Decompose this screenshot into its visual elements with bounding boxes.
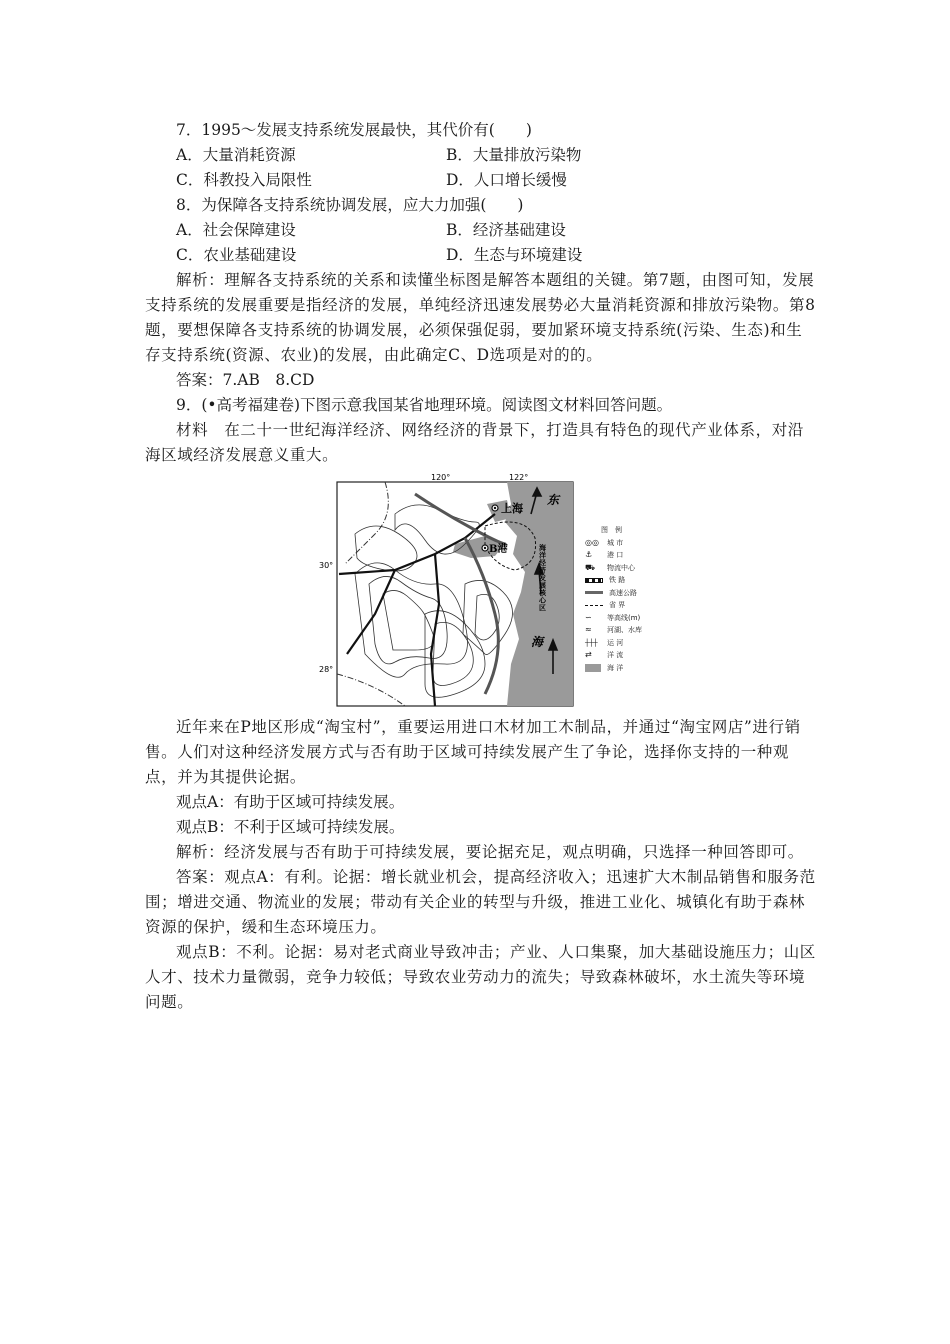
- lon-label-120: 120°: [431, 473, 451, 482]
- lon-label-122: 122°: [509, 473, 529, 482]
- q8-option-a: A．社会保障建设: [176, 221, 296, 239]
- answer-9-view-a: 答案：观点A：有利。论据：增长就业机会，提高经济收入；迅速扩大木制品销售和服务范围；增进交通、物流业的发展；带动有关企业的转型与升级，推进工业化、城镇化有助于森林资源的保护，缓和生态环境压力。: [145, 868, 816, 936]
- current-arrow-icon: ⇄: [585, 650, 592, 659]
- legend-title: 图 例: [601, 526, 622, 534]
- q8-option-c: C．农业基础建设: [176, 246, 297, 264]
- ocean-swatch-icon: [585, 664, 601, 672]
- analysis-9: 解析：经济发展与否有助于可持续发展，要论据充足，观点明确，只选择一种回答即可。: [176, 843, 804, 861]
- legend-river: ≈ 河湖、水库: [585, 624, 665, 637]
- place-hai: 海: [531, 635, 544, 649]
- q7-options-row-2: [145, 168, 817, 193]
- place-shanghai: 上海: [501, 502, 523, 515]
- analysis-7-8: 解析：理解各支持系统的关系和读懂坐标图是解答本题组的关键。第7题，由图可知，发展支持系统的发展重要是指经济的发展，单纯经济迅速发展势必大量消耗资源和排放污染物。第8题，要想保障各支持系统的协调发展，必须保强促弱，要加紧环境支持系统(污染、生态)和生存支持系统(资源、农业)的发展，由此确定C、D选项是对的的。: [145, 271, 816, 364]
- legend-canal: ┼┼┼ 运 河: [585, 637, 665, 650]
- province-map: [319, 473, 617, 711]
- legend-ocean: 海 洋: [585, 662, 665, 675]
- answer-9-view-b: 观点B：不利。论据：易对老式商业导致冲击；产业、人口集聚，加大基础设施压力；山区人才、技术力量微弱，竞争力较低；导致农业劳动力的流失；导致森林破坏，水土流失等环境问题。: [145, 943, 816, 1011]
- highway-icon: [585, 591, 603, 594]
- document-page: [145, 118, 817, 1015]
- q7-option-c: C．科教投入局限性: [176, 171, 312, 189]
- border-icon: [585, 605, 603, 606]
- legend-city: ◎◎ 城 市: [585, 537, 665, 550]
- legend-railway: 铁 路: [585, 574, 665, 587]
- contour-icon: ∽: [585, 612, 592, 622]
- legend-contour: ∽ 等高线(m): [585, 612, 665, 625]
- city-symbol-icon: ◎◎: [585, 537, 599, 547]
- q8-options-row-2: [145, 243, 817, 268]
- legend-current: ⇄ 洋 流: [585, 649, 665, 662]
- answer-7-8: 答案：7.AB 8.CD: [176, 371, 315, 389]
- q7-option-a: A．大量消耗资源: [176, 146, 296, 164]
- place-dong: 东: [547, 493, 560, 507]
- q7-option-d: D．人口增长缓慢: [446, 171, 567, 189]
- q9-stem: 9．(•高考福建卷)下图示意我国某省地理环境。阅读图文材料回答问题。: [176, 396, 673, 414]
- river-icon: ≈: [585, 625, 592, 634]
- q7-option-b: B．大量排放污染物: [446, 146, 582, 164]
- legend-logistics: ⛟ 物流中心: [585, 562, 665, 575]
- q8-options-row-1: [145, 218, 817, 243]
- q7-options-row-1: [145, 143, 817, 168]
- legend-port: ⚓ 港 口: [585, 549, 665, 562]
- q9-question: 近年来在P地区形成“淘宝村”，重要运用进口木材加工木制品，并通过“淘宝网店”进行销售。人们对这种经济发展方式与否有助于区域可持续发展产生了争论，选择你支持的一种观点，并为其提供论据。: [145, 718, 801, 786]
- lat-label-28: 28°: [319, 665, 334, 674]
- map-legend: [585, 524, 665, 674]
- q8-stem: 8．为保障各支持系统协调发展，应大力加强( ): [176, 196, 524, 214]
- core-zone-label: 海洋经济发展核心区: [538, 544, 548, 612]
- q8-option-b: B．经济基础建设: [446, 221, 566, 239]
- legend-border: 省 界: [585, 599, 665, 612]
- q9-material: 材料 在二十一世纪海洋经济、网络经济的背景下，打造具有特色的现代产业体系，对沿海区域经济发展意义重大。: [145, 421, 804, 464]
- view-b: 观点B：不利于区域可持续发展。: [176, 818, 405, 836]
- cart-icon: ⛟: [585, 562, 596, 572]
- place-port-b: B港: [489, 544, 508, 555]
- canal-icon: ┼┼┼: [585, 638, 598, 647]
- view-a: 观点A：有助于区域可持续发展。: [176, 793, 405, 811]
- q7-stem: 7．1995～发展支持系统发展最快，其代价有( ): [176, 121, 532, 139]
- anchor-icon: ⚓: [585, 550, 593, 559]
- map-figure: [145, 474, 817, 711]
- lat-label-30: 30°: [319, 561, 334, 570]
- railway-icon: [585, 578, 603, 583]
- legend-highway: 高速公路: [585, 587, 665, 600]
- q8-option-d: D．生态与环境建设: [446, 246, 583, 264]
